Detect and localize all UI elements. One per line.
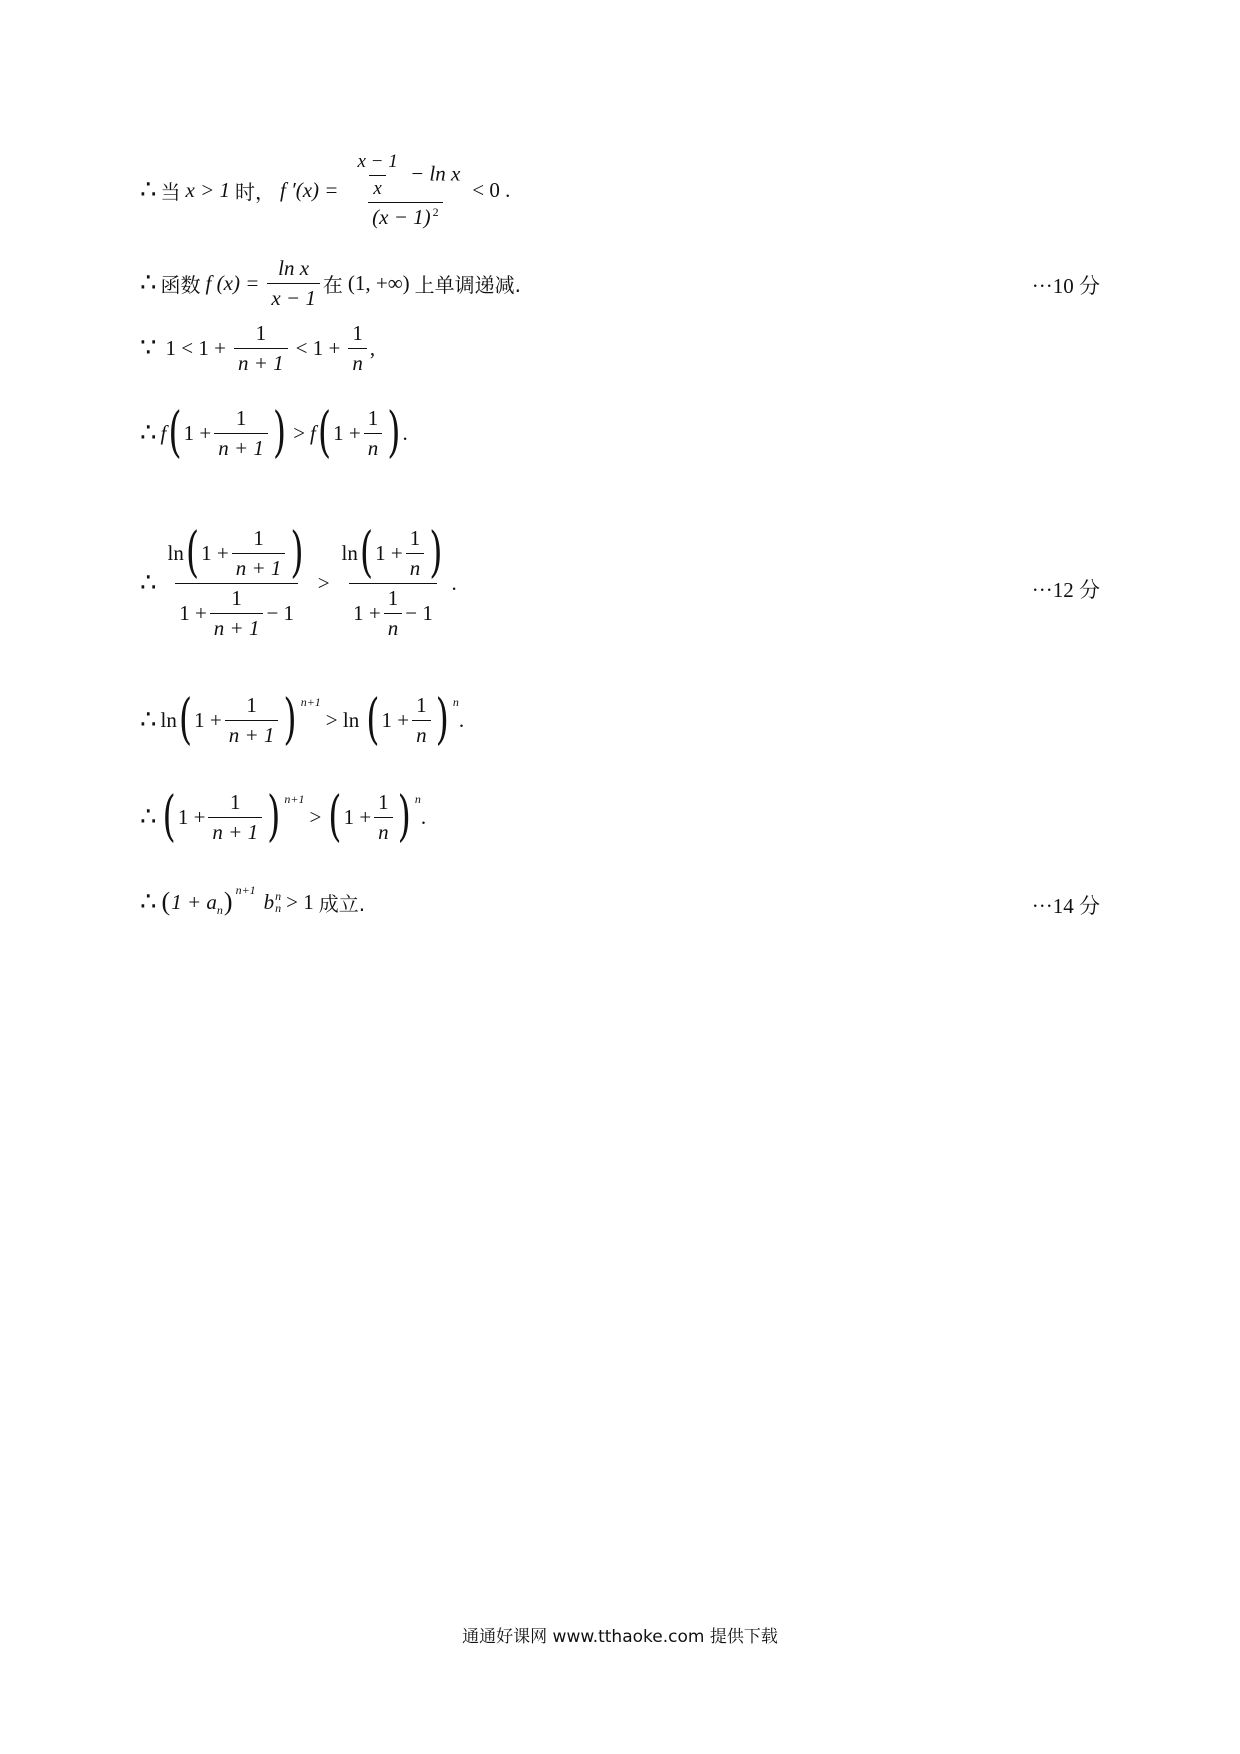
fraction: $\frac{1}{n}$: [364, 406, 383, 461]
because-symbol: ∵: [140, 333, 157, 363]
text: 时，: [235, 179, 276, 204]
function-lhs: f (x) =: [205, 270, 260, 295]
text: 当: [160, 179, 181, 204]
score-12: ···12 分: [1031, 578, 1100, 602]
step-line-6: ∴ ln ( 1 + $\frac{1}{n + 1}$ ) n+1 > ln ( 1 + $\frac{1}{n}$ ) n .: [140, 688, 465, 752]
therefore-symbol: ∴: [140, 268, 157, 298]
page-footer: 通通好课网 www.tthaoke.com 提供下载: [462, 1627, 778, 1647]
text: 在: [322, 272, 343, 297]
condition: x > 1: [185, 177, 231, 202]
step-line-4: ∴ f ( 1 + $\frac{1}{n + 1}$ ) > f ( 1 + $\frac{1}{n}$ ) .: [140, 401, 408, 465]
function-fraction: $\frac{\text{ln x}}{x - 1}$: [267, 256, 320, 311]
fraction: $\frac{1}{n + 1}$: [234, 321, 288, 376]
derivative-lhs: f ′(x) =: [280, 177, 339, 202]
interval: (1, +∞): [347, 270, 410, 295]
step-line-5: ∴ ln ( 1 + $\frac{1}{n + 1}$ ) 1 + $\frac{1}{n + 1}$ − 1 > ln ( 1 + $\frac{1}{n}$ ) 1 + $\frac{1}{n}$ − 1 .: [140, 521, 457, 640]
score-10: ···10 分: [1031, 274, 1100, 298]
therefore-symbol: ∴: [140, 418, 157, 448]
therefore-symbol: ∴: [140, 802, 157, 832]
step-line-1: [140, 150, 515, 230]
step-line-2: [140, 253, 521, 313]
score-14: ···14 分: [1031, 894, 1100, 918]
step-line-8: ∴ ( 1 + a n ) n+1 b n n > 1 成立.: [140, 882, 366, 917]
fraction: $\frac{1}{n}$: [374, 790, 393, 845]
step-line-7: ∴ ( 1 + $\frac{1}{n + 1}$ ) n+1 > ( 1 + $\frac{1}{n}$ ) n .: [140, 785, 427, 849]
text: < 0 .: [472, 177, 511, 202]
therefore-symbol: ∴: [140, 705, 157, 735]
derivative-fraction: $\frac{x - 1}{x}$ − ln x (x − 1) $^2$: [346, 151, 464, 230]
fraction: $\frac{1}{n + 1}$: [225, 693, 279, 748]
therefore-symbol: ∴: [140, 568, 157, 598]
step-line-3: ∵ 1 < 1 + $\frac{1}{n + 1}$ < 1 + $\frac{1}{n}$ ,: [140, 320, 376, 375]
big-fraction-right: ln ( 1 + $\frac{1}{n}$ ) 1 + $\frac{1}{n}$ − 1: [341, 521, 443, 640]
therefore-symbol: ∴: [140, 887, 157, 917]
fraction: $\frac{1}{n}$: [412, 693, 431, 748]
fraction: $\frac{1}{n + 1}$: [214, 406, 268, 461]
text: 函数: [160, 272, 201, 297]
fraction: $\frac{1}{n}$: [348, 321, 367, 376]
fraction: $\frac{1}{n + 1}$: [208, 790, 262, 845]
therefore-symbol: ∴: [140, 175, 157, 205]
text: 上单调递减.: [414, 272, 522, 297]
inner-fraction: $\frac{x - 1}{x}$: [357, 150, 398, 199]
big-fraction-left: ln ( 1 + $\frac{1}{n + 1}$ ) 1 + $\frac{1}{n + 1}$ − 1: [167, 521, 304, 640]
